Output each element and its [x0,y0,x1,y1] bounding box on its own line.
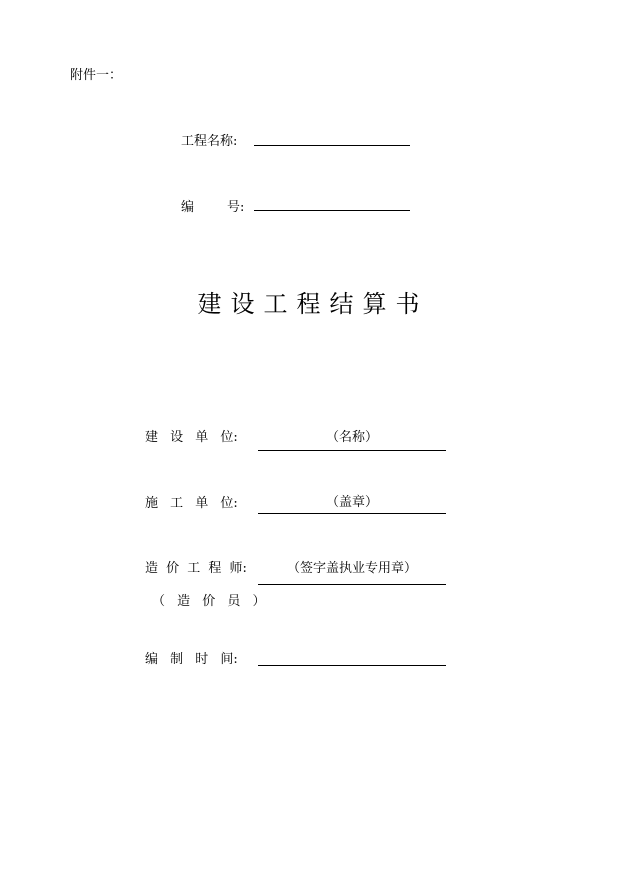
attachment-label: 附件一： [70,68,123,83]
number-label-second: 号: [227,200,245,215]
project-name-underline [254,145,410,146]
construction-unit-value: （名称） [325,430,378,445]
document-title: 建设工程结算书 [197,290,429,318]
number-label-first: 编 [181,200,195,215]
contractor-underline [258,513,446,514]
construction-unit-label: 建 设 单 位: [145,430,238,445]
cost-clerk-label: （ 造 价 员 ） [152,594,266,609]
construction-unit-underline [258,450,446,451]
contractor-label: 施 工 单 位: [145,496,238,511]
contractor-value: （盖章） [325,495,378,510]
cost-engineer-value: （签字盖执业专用章） [286,561,417,576]
compile-date-underline [258,665,446,666]
cost-engineer-label: 造 价 工 程 师: [145,561,247,576]
compile-date-label: 编 制 时 间: [145,652,238,667]
project-name-label: 工程名称: [181,134,238,149]
number-underline [254,210,410,211]
cost-engineer-underline [258,584,446,585]
